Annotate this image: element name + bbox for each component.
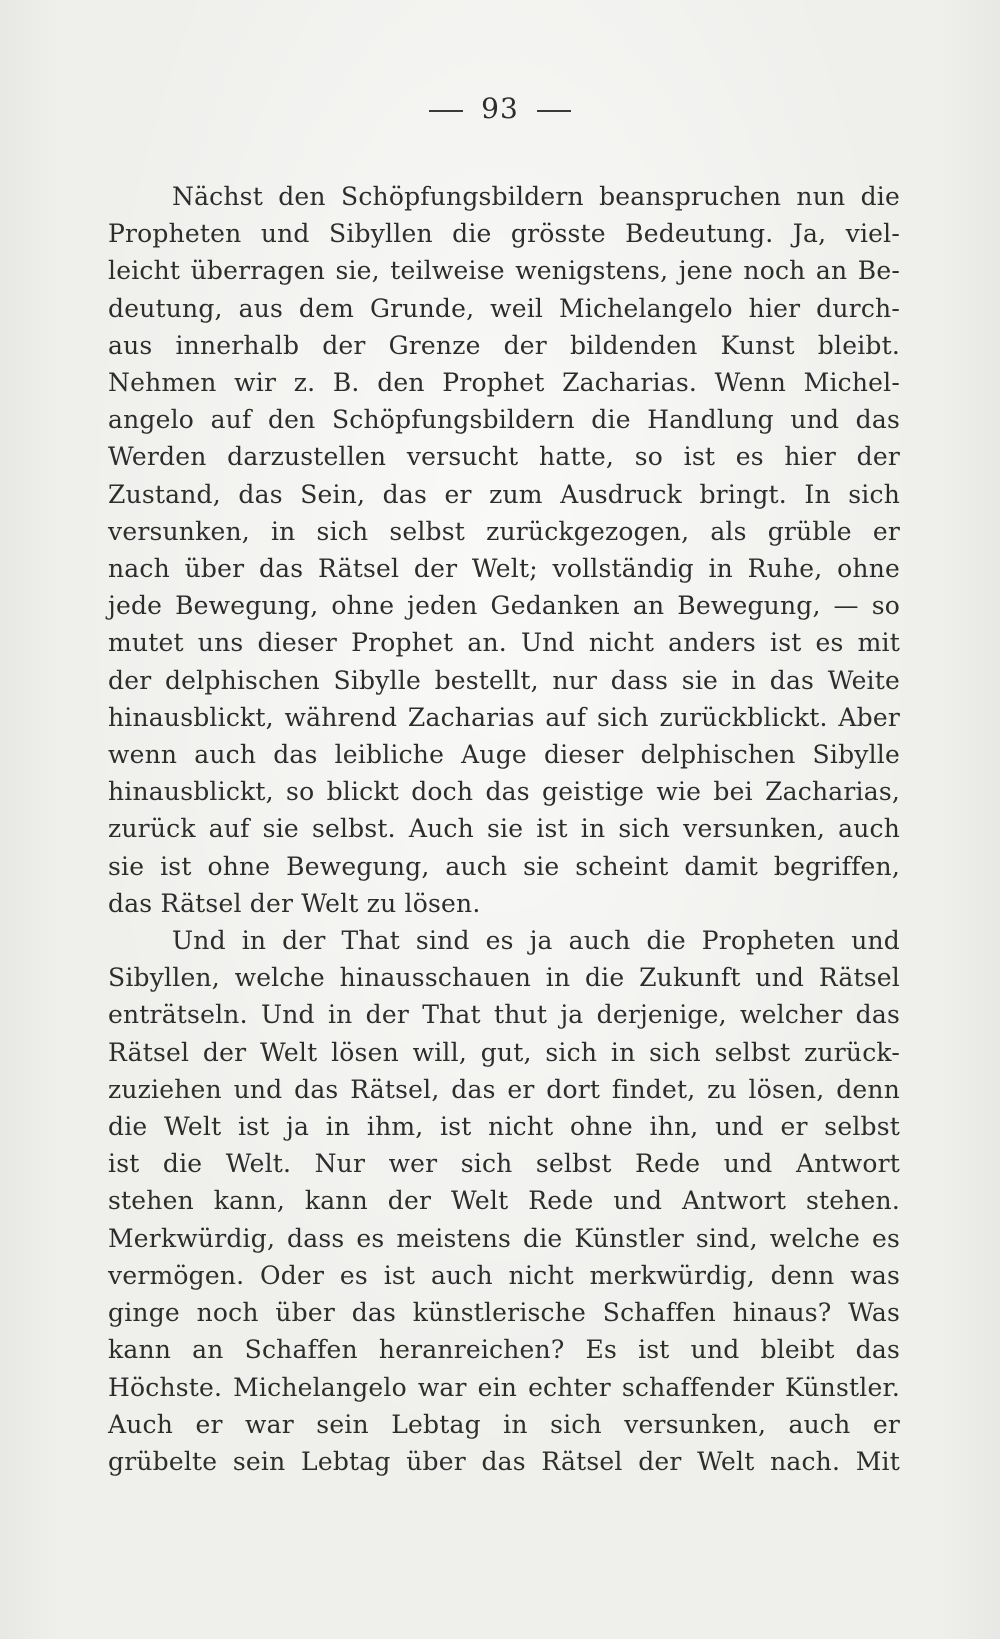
text-line: enträtseln. Und in der That thut ja derjenige, welcher das [108,1000,900,1030]
text-line: Sibyllen, welche hinausschauen in die Zukunft und Rätsel [108,963,900,993]
text-line: ist die Welt. Nur wer sich selbst Rede und Antwort [108,1149,900,1179]
text-line: stehen kann, kann der Welt Rede und Antwort stehen. [108,1186,900,1216]
text-line: Zustand, das Sein, das er zum Ausdruck bringt. In sich [108,479,900,509]
text-line: hinausblickt, während Zacharias auf sich zurückblickt. Aber [108,702,900,732]
text-line: Werden darzustellen versucht hatte, so ist es hier der [108,442,900,472]
paragraph-2 [108,922,900,1480]
page-body-text [108,178,900,1480]
text-line: Auch er war sein Lebtag in sich versunken, auch er [108,1409,900,1439]
text-line: die Welt ist ja in ihm, ist nicht ohne ihn, und er selbst [108,1112,900,1142]
text-line: versunken, in sich selbst zurückgezogen, als grüble er [108,516,900,546]
text-line: zuziehen und das Rätsel, das er dort findet, zu lösen, denn [108,1074,900,1104]
text-line: leicht überragen sie, teilweise wenigstens, jene noch an Be- [108,256,900,286]
header-dash-right [537,110,571,112]
text-line: Höchste. Michelangelo war ein echter schaffender Künstler. [108,1372,900,1402]
text-line: Und in der That sind es ja auch die Propheten und [172,926,900,956]
text-line: Nächst den Schöpfungsbildern beanspruchen nun die [172,182,900,211]
page-number: 93 [481,92,519,125]
text-line: wenn auch das leibliche Auge dieser delphischen Sibylle [108,740,900,770]
text-line: vermögen. Oder es ist auch nicht merkwürdig, denn was [108,1260,900,1290]
header-dash-left [429,110,463,112]
text-line: nach über das Rätsel der Welt; vollständig in Ruhe, ohne [108,554,900,584]
text-line: kann an Schaffen heranreichen? Es ist und bleibt das [108,1335,900,1365]
text-line: Nehmen wir z. B. den Prophet Zacharias. Wenn Michel- [108,368,900,398]
text-line: zurück auf sie selbst. Auch sie ist in sich versunken, auch [108,814,900,844]
text-line: Propheten und Sibyllen die grösste Bedeutung. Ja, viel- [108,219,900,249]
text-line: Rätsel der Welt lösen will, gut, sich in sich selbst zurück- [108,1037,900,1067]
text-line: Merkwürdig, dass es meistens die Künstler sind, welche es [108,1223,900,1253]
text-line: deutung, aus dem Grunde, weil Michelangelo hier durch- [108,293,900,323]
page-header [0,92,1000,125]
text-line: der delphischen Sibylle bestellt, nur dass sie in das Weite [108,665,900,695]
text-line: das Rätsel der Welt zu lösen. [108,888,481,918]
text-line: sie ist ohne Bewegung, auch sie scheint damit begriffen, [108,851,900,881]
text-line: angelo auf den Schöpfungsbildern die Handlung und das [108,405,900,435]
text-line: grübelte sein Lebtag über das Rätsel der Welt nach. Mit [108,1446,900,1476]
text-line: mutet uns dieser Prophet an. Und nicht anders ist es mit [108,628,900,658]
text-line: ginge noch über das künstlerische Schaffen hinaus? Was [108,1298,900,1328]
paragraph-1 [108,178,900,922]
text-line: aus innerhalb der Grenze der bildenden Kunst bleibt. [108,330,900,360]
text-line: hinausblickt, so blickt doch das geistige wie bei Zacharias, [108,777,900,807]
text-line: jede Bewegung, ohne jeden Gedanken an Bewegung, — so [108,591,900,621]
